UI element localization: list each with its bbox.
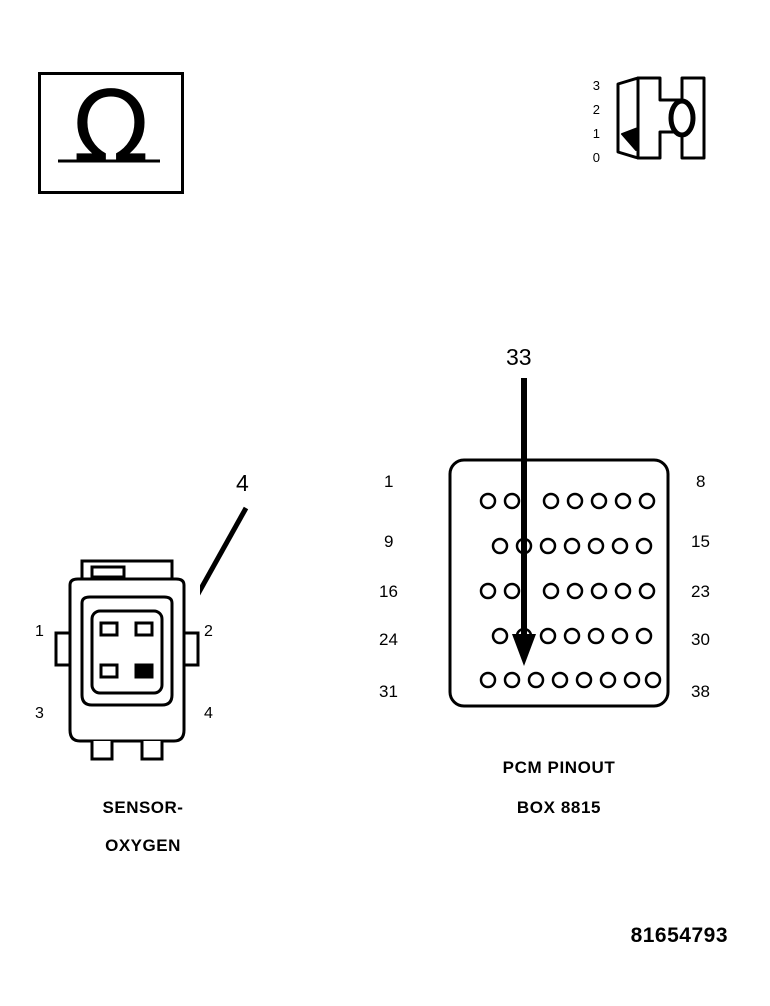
key-label-1: 1 [592,126,600,141]
sensor-callout-arrow [200,490,330,720]
key-label-2: 2 [592,102,600,117]
sensor-pin-number-3: 3 [35,705,44,722]
sensor-callout-number: 4 [236,470,249,496]
ohm-symbol-icon: Ω [72,69,150,186]
pcm-right-number-30: 30 [691,630,710,649]
figure-id-number: 81654793 [630,924,728,947]
pcm-left-number-16: 16 [379,582,398,601]
ohm-box-underline [38,69,184,194]
pcm-title-line1: PCM PINOUT [502,758,616,777]
sensor-label-line2: OXYGEN [105,836,181,855]
key-label-0: 0 [592,150,600,165]
pcm-left-number-24: 24 [379,630,398,649]
sensor-pin-number-2: 2 [204,623,213,640]
sensor-pin-number-4: 4 [204,705,213,722]
connector-key-sketch [586,70,716,190]
pcm-right-number-38: 38 [691,682,710,701]
pcm-right-number-8: 8 [696,472,706,491]
connector-key-icon [586,70,716,190]
pcm-right-number-23: 23 [691,582,710,601]
pcm-left-number-31: 31 [379,682,398,701]
pcm-callout-number: 33 [506,344,532,370]
pcm-right-number-15: 15 [691,532,710,551]
pcm-callout-arrow [500,370,560,680]
ohm-meter-box [38,69,184,194]
key-label-3: 3 [592,78,600,93]
sensor-pin-number-1: 1 [35,623,44,640]
sensor-label-line1: SENSOR- [102,798,184,817]
pcm-title-line2: BOX 8815 [516,798,602,817]
pcm-left-number-9: 9 [384,532,394,551]
pcm-left-number-1: 1 [384,472,394,491]
